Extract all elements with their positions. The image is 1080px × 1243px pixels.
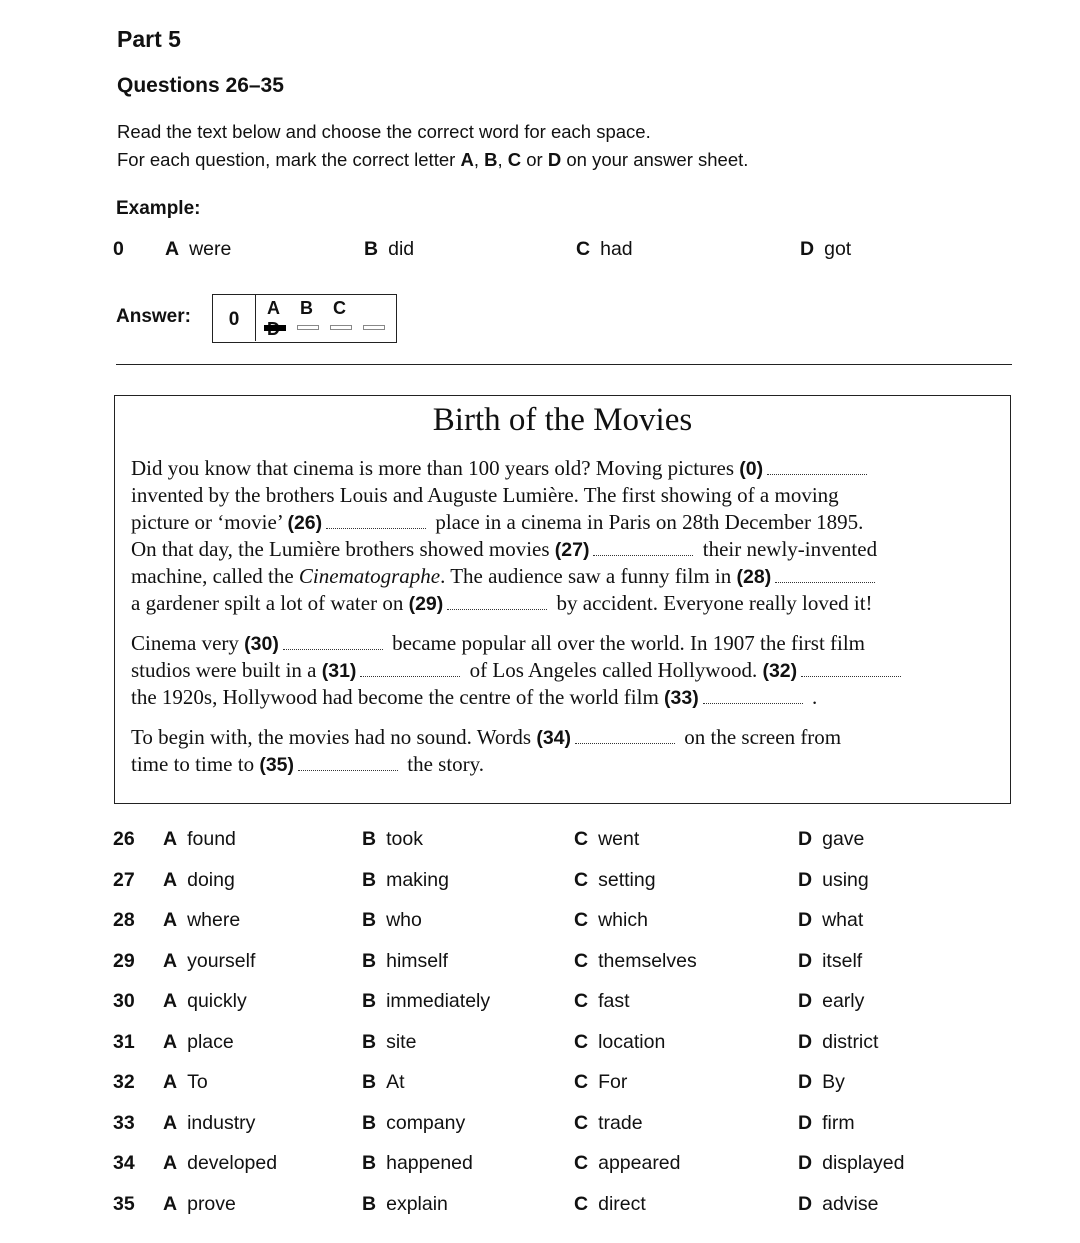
question-number: 32 — [113, 1071, 135, 1093]
gap-number-29: (29) — [408, 593, 444, 615]
option-32-a[interactable]: A To — [163, 1071, 208, 1093]
gap-29 — [447, 595, 547, 610]
instructions-line-2: For each question, mark the correct letter A, B, C or D on your answer sheet. — [117, 149, 749, 170]
question-row-34 — [0, 1152, 1080, 1182]
option-34-a[interactable]: A developed — [163, 1152, 278, 1174]
gap-31 — [360, 662, 460, 677]
example-option-a: A were — [165, 238, 232, 260]
instructions-text: For each question, mark the correct letter — [117, 149, 461, 170]
option-35-d[interactable]: D advise — [798, 1192, 879, 1215]
option-26-d[interactable]: D gave — [798, 828, 865, 850]
question-row-35 — [0, 1193, 1080, 1223]
option-35-a[interactable]: A prove — [163, 1192, 236, 1215]
passage-line: Did you know that cinema is more than 100 years old? Moving pictures (0) — [131, 455, 1001, 482]
question-row-28 — [0, 909, 1080, 939]
option-32-b[interactable]: B At — [362, 1071, 405, 1093]
question-row-31 — [0, 1031, 1080, 1061]
question-number: 31 — [113, 1030, 135, 1053]
example-label: Example: — [116, 198, 201, 219]
gap-33 — [703, 689, 803, 704]
option-33-b[interactable]: B company — [362, 1111, 466, 1134]
passage-paragraph-3 — [131, 724, 1001, 778]
question-number: 35 — [113, 1192, 135, 1215]
option-26-b[interactable]: B took — [362, 828, 423, 850]
option-28-d[interactable]: D what — [798, 909, 864, 931]
passage-title: Birth of the Movies — [432, 402, 693, 438]
example-row — [0, 238, 1080, 268]
option-28-a[interactable]: A where — [163, 909, 241, 931]
gap-number-0: (0) — [739, 458, 764, 480]
option-34-c[interactable]: C appeared — [574, 1152, 681, 1174]
question-number: 27 — [113, 868, 135, 891]
gap-number-28: (28) — [736, 566, 772, 588]
instructions-letter-d: D — [547, 149, 562, 170]
option-32-d[interactable]: D By — [798, 1071, 845, 1093]
passage-line: a gardener spilt a lot of water on (29) by accident. Everyone really loved it! — [131, 591, 873, 615]
instructions-line-1: Read the text below and choose the correct word for each space. — [117, 121, 651, 142]
option-28-b[interactable]: B who — [362, 909, 422, 931]
question-row-26 — [0, 828, 1080, 858]
option-27-b[interactable]: B making — [362, 868, 449, 891]
option-33-a[interactable]: A industry — [163, 1111, 256, 1134]
question-number: 28 — [113, 909, 135, 931]
option-29-d[interactable]: D itself — [798, 949, 863, 972]
question-number: 29 — [113, 949, 135, 972]
question-row-32 — [0, 1071, 1080, 1101]
passage-line: To begin with, the movies had no sound. Words (34) on the screen from — [131, 725, 842, 749]
question-row-30 — [0, 990, 1080, 1020]
instructions-text: on your answer sheet. — [561, 149, 749, 170]
question-number: 34 — [113, 1152, 135, 1174]
answer-sample-box — [212, 294, 397, 343]
example-number: 0 — [113, 238, 124, 260]
passage-line: the 1920s, Hollywood had become the centre of the world film (33) . — [131, 685, 818, 709]
passage-line: machine, called the Cinematographe. The audience saw a funny film in (28) — [131, 563, 1001, 590]
answer-mark-d[interactable] — [363, 325, 385, 330]
gap-number-33: (33) — [664, 687, 699, 709]
passage-paragraph-1 — [131, 455, 1001, 617]
gap-number-35: (35) — [259, 754, 295, 776]
option-34-d[interactable]: D displayed — [798, 1152, 905, 1174]
gap-number-32: (32) — [762, 660, 798, 682]
passage-paragraph-2 — [131, 630, 1001, 711]
option-29-c[interactable]: C themselves — [574, 949, 697, 972]
gap-27 — [593, 541, 693, 556]
answer-label: Answer: — [116, 306, 191, 327]
answer-number: 0 — [213, 295, 256, 341]
option-30-b[interactable]: B immediately — [362, 990, 491, 1012]
option-31-b[interactable]: B site — [362, 1030, 417, 1053]
instructions-letter-b: B — [484, 149, 498, 170]
passage-line: On that day, the Lumière brothers showed movies (27) their newly-invented — [131, 537, 878, 561]
passage-line: time to time to (35) the story. — [131, 752, 485, 776]
option-34-b[interactable]: B happened — [362, 1152, 473, 1174]
option-28-c[interactable]: C which — [574, 909, 648, 931]
question-number: 33 — [113, 1111, 135, 1134]
instructions-letter-a: A — [460, 149, 474, 170]
gap-28 — [775, 568, 875, 583]
option-27-a[interactable]: A doing — [163, 868, 235, 891]
answer-mark-b[interactable] — [297, 325, 319, 330]
gap-30 — [283, 635, 383, 650]
option-31-a[interactable]: A place — [163, 1030, 234, 1053]
passage-line: studios were built in a (31) of Los Angeles called Hollywood. (32) — [131, 657, 1001, 684]
question-number: 26 — [113, 828, 135, 850]
option-29-b[interactable]: B himself — [362, 949, 448, 972]
option-29-a[interactable]: A yourself — [163, 949, 256, 972]
answer-mark-c[interactable] — [330, 325, 352, 330]
gap-number-26: (26) — [287, 512, 323, 534]
question-row-33 — [0, 1112, 1080, 1142]
gap-number-30: (30) — [244, 633, 279, 655]
question-row-27 — [0, 869, 1080, 899]
questions-heading: Questions 26–35 — [117, 74, 284, 97]
option-33-c[interactable]: C trade — [574, 1111, 643, 1134]
option-33-d[interactable]: D firm — [798, 1111, 855, 1134]
option-31-d[interactable]: D district — [798, 1030, 879, 1053]
passage-line: invented by the brothers Louis and Auguste Lumière. The first showing of a moving — [131, 483, 839, 507]
option-35-c[interactable]: C direct — [574, 1192, 646, 1215]
gap-number-34: (34) — [536, 727, 572, 749]
question-number: 30 — [113, 990, 135, 1012]
passage-line: Cinema very (30) became popular all over the world. In 1907 the first film — [131, 631, 866, 655]
option-27-c[interactable]: C setting — [574, 868, 656, 891]
section-divider — [116, 364, 1012, 365]
option-30-d[interactable]: D early — [798, 990, 865, 1012]
gap-32 — [801, 662, 901, 677]
answer-letter-a: A — [267, 298, 280, 318]
instructions-letter-c: C — [507, 149, 522, 170]
option-27-d[interactable]: D using — [798, 868, 869, 891]
gap-0 — [767, 460, 867, 475]
gap-number-31: (31) — [321, 660, 357, 682]
passage-line: picture or ‘movie’ (26) place in a cinema in Paris on 28th December 1895. — [131, 510, 864, 534]
option-30-a[interactable]: A quickly — [163, 990, 247, 1012]
instructions-text: or — [521, 149, 548, 170]
example-option-d: D got — [800, 238, 852, 260]
option-32-c[interactable]: C For — [574, 1071, 628, 1093]
instructions — [117, 118, 748, 174]
option-30-c[interactable]: C fast — [574, 990, 630, 1012]
gap-35 — [298, 756, 398, 771]
cinematographe-italic: Cinematographe — [298, 564, 441, 588]
option-26-c[interactable]: C went — [574, 828, 640, 850]
part-heading: Part 5 — [117, 26, 181, 52]
answer-letters — [267, 298, 396, 340]
option-26-a[interactable]: A found — [163, 828, 236, 850]
answer-letter-b: B — [300, 298, 313, 318]
answer-letter-c: C — [333, 298, 346, 318]
example-option-c: C had — [576, 238, 633, 260]
gap-26 — [326, 514, 426, 529]
question-row-29 — [0, 950, 1080, 980]
gap-34 — [575, 729, 675, 744]
option-35-b[interactable]: B explain — [362, 1192, 448, 1215]
example-option-b: B did — [364, 238, 415, 260]
option-31-c[interactable]: C location — [574, 1030, 666, 1053]
gap-number-27: (27) — [554, 539, 590, 561]
answer-mark-a[interactable] — [264, 325, 286, 331]
